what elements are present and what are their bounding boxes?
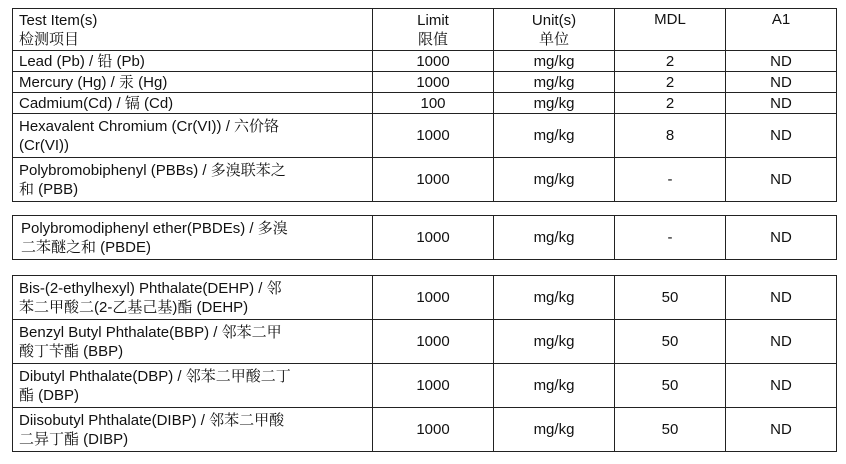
cell-a1: ND [726,276,837,320]
cell-limit: 1000 [373,408,494,452]
cell-a1: ND [726,72,837,93]
results-table-part-2 [12,215,837,260]
cell-limit: 1000 [373,320,494,364]
cell-mdl: 50 [615,364,726,408]
cell-mdl: 50 [615,320,726,364]
cell-limit: 1000 [373,216,494,260]
cell-unit: mg/kg [494,93,615,114]
cell-item: Lead (Pb) / 铅 (Pb) [13,51,373,72]
cell-unit: mg/kg [494,364,615,408]
cell-unit: mg/kg [494,276,615,320]
table-row [13,114,837,158]
header-a1: A1 [726,9,837,51]
cell-item: Bis-(2-ethylhexyl) Phthalate(DEHP) / 邻 苯二甲酸二(2-乙基己基)酯 (DEHP) [13,276,373,320]
cell-mdl: - [615,216,726,260]
cell-a1: ND [726,114,837,158]
cell-item: Polybromobiphenyl (PBBs) / 多溴联苯之 和 (PBB) [13,158,373,202]
cell-mdl: 50 [615,276,726,320]
cell-mdl: 2 [615,72,726,93]
cell-item: Hexavalent Chromium (Cr(VI)) / 六价铬 (Cr(VI)) [13,114,373,158]
table-row [13,72,837,93]
cell-item: Cadmium(Cd) / 镉 (Cd) [13,93,373,114]
results-table-part-3 [12,275,837,452]
cell-unit: mg/kg [494,320,615,364]
header-row [13,9,837,51]
header-mdl: MDL [615,9,726,51]
cell-unit: mg/kg [494,72,615,93]
cell-mdl: 2 [615,93,726,114]
cell-item: Polybromodiphenyl ether(PBDEs) / 多溴 二苯醚之和 (PBDE) [13,216,373,260]
table-row [13,158,837,202]
cell-unit: mg/kg [494,51,615,72]
cell-mdl: 8 [615,114,726,158]
cell-limit: 1000 [373,51,494,72]
cell-unit: mg/kg [494,408,615,452]
cell-a1: ND [726,93,837,114]
cell-unit: mg/kg [494,114,615,158]
cell-a1: ND [726,158,837,202]
header-limit: Limit 限值 [373,9,494,51]
cell-a1: ND [726,364,837,408]
cell-limit: 1000 [373,72,494,93]
results-table-part-1 [12,8,837,202]
table-row [13,93,837,114]
cell-limit: 1000 [373,276,494,320]
cell-limit: 1000 [373,158,494,202]
cell-item: Dibutyl Phthalate(DBP) / 邻苯二甲酸二丁 酯 (DBP) [13,364,373,408]
table-row [13,216,837,260]
cell-limit: 1000 [373,364,494,408]
cell-limit: 1000 [373,114,494,158]
cell-item: Benzyl Butyl Phthalate(BBP) / 邻苯二甲 酸丁苄酯 (BBP) [13,320,373,364]
cell-a1: ND [726,320,837,364]
table-row [13,364,837,408]
cell-mdl: 50 [615,408,726,452]
header-test-item: Test Item(s) 检测项目 [13,9,373,51]
cell-unit: mg/kg [494,216,615,260]
cell-a1: ND [726,51,837,72]
cell-a1: ND [726,216,837,260]
cell-unit: mg/kg [494,158,615,202]
table-row [13,51,837,72]
cell-mdl: - [615,158,726,202]
table-row [13,408,837,452]
header-unit: Unit(s) 单位 [494,9,615,51]
cell-limit: 100 [373,93,494,114]
cell-item: Diisobutyl Phthalate(DIBP) / 邻苯二甲酸 二异丁酯 (DIBP) [13,408,373,452]
table-row [13,320,837,364]
cell-item: Mercury (Hg) / 汞 (Hg) [13,72,373,93]
table-row [13,276,837,320]
cell-a1: ND [726,408,837,452]
cell-mdl: 2 [615,51,726,72]
